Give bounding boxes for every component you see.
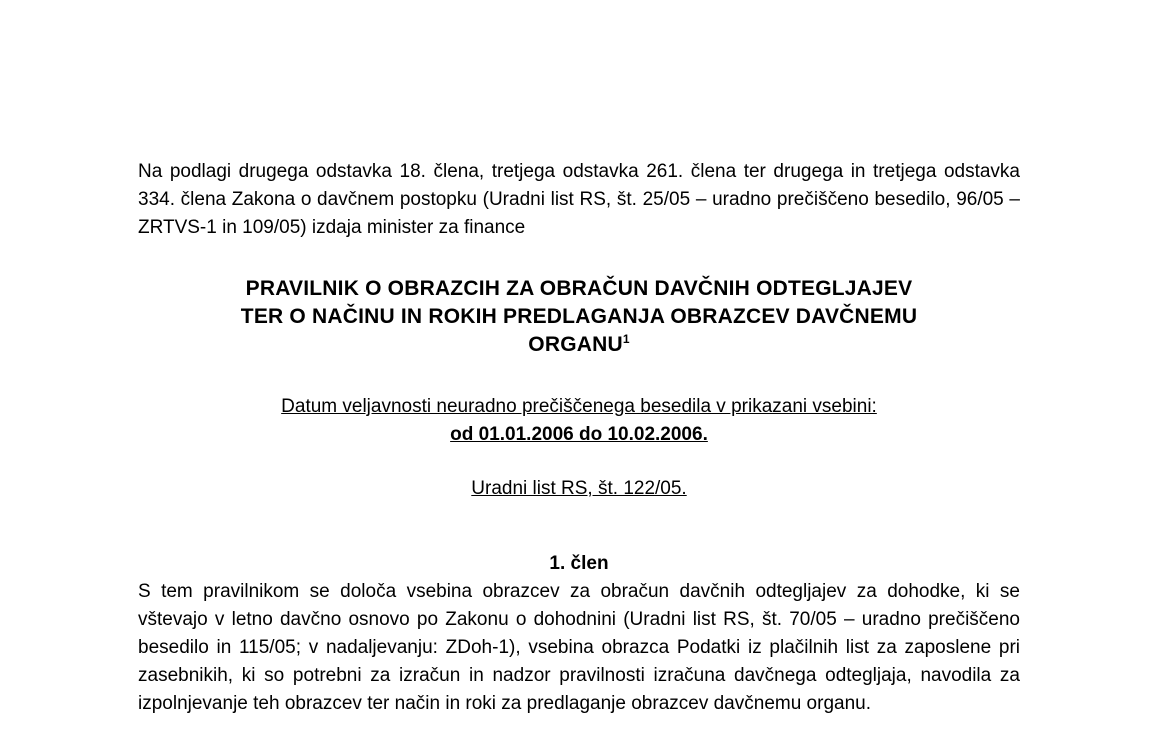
title-footnote-marker: 1 (622, 332, 630, 346)
document-title-line1: PRAVILNIK O OBRAZCIH ZA OBRAČUN DAVČNIH ODTEGLJAJEV (245, 277, 913, 300)
document-content (138, 0, 1020, 718)
validity-section (138, 393, 1020, 449)
gazette-section (138, 475, 1020, 503)
document-title-line2: TER O NAČINU IN ROKIH PREDLAGANJA OBRAZCEV DAVČNEMU (240, 305, 918, 328)
document-title-line3: ORGANU (528, 333, 623, 356)
article-1-heading: 1. člen (549, 553, 609, 574)
article-1-body: S tem pravilnikom se določa vsebina obrazcev za obračun davčnih odtegljajev za dohodke, ki se vštevajo v letno davčno osnovo po Zakonu o dohodnini (Uradni list RS, št. 70/05 – uradno prečiščeno besedilo in 115/05; v nadaljevanju: ZDoh-1), vsebina obrazca Podatki iz plačilnih list za zaposlene pri zasebnikih, ki so potrebni za izračun in nadzor pravilnosti izračuna davčnega odtegljaja, navodila za izpolnjevanje teh obrazcev ter način in roki za predlaganje obrazcev davčnemu organu. (138, 581, 1020, 714)
preamble-paragraph: Na podlagi drugega odstavka 18. člena, tretjega odstavka 261. člena ter drugega in tretjega odstavka 334. člena Zakona o davčnem postopku (Uradni list RS, št. 25/05 – uradno prečiščeno besedilo, 96/05 – ZRTVS-1 in 109/05) izdaja minister za finance (138, 161, 1020, 238)
validity-date-range: od 01.01.2006 do 10.02.2006. (450, 424, 708, 445)
gazette-reference: Uradni list RS, št. 122/05. (471, 478, 687, 499)
validity-statement: Datum veljavnosti neuradno prečiščenega besedila v prikazani vsebini: (281, 396, 877, 417)
document-title (138, 275, 1020, 359)
